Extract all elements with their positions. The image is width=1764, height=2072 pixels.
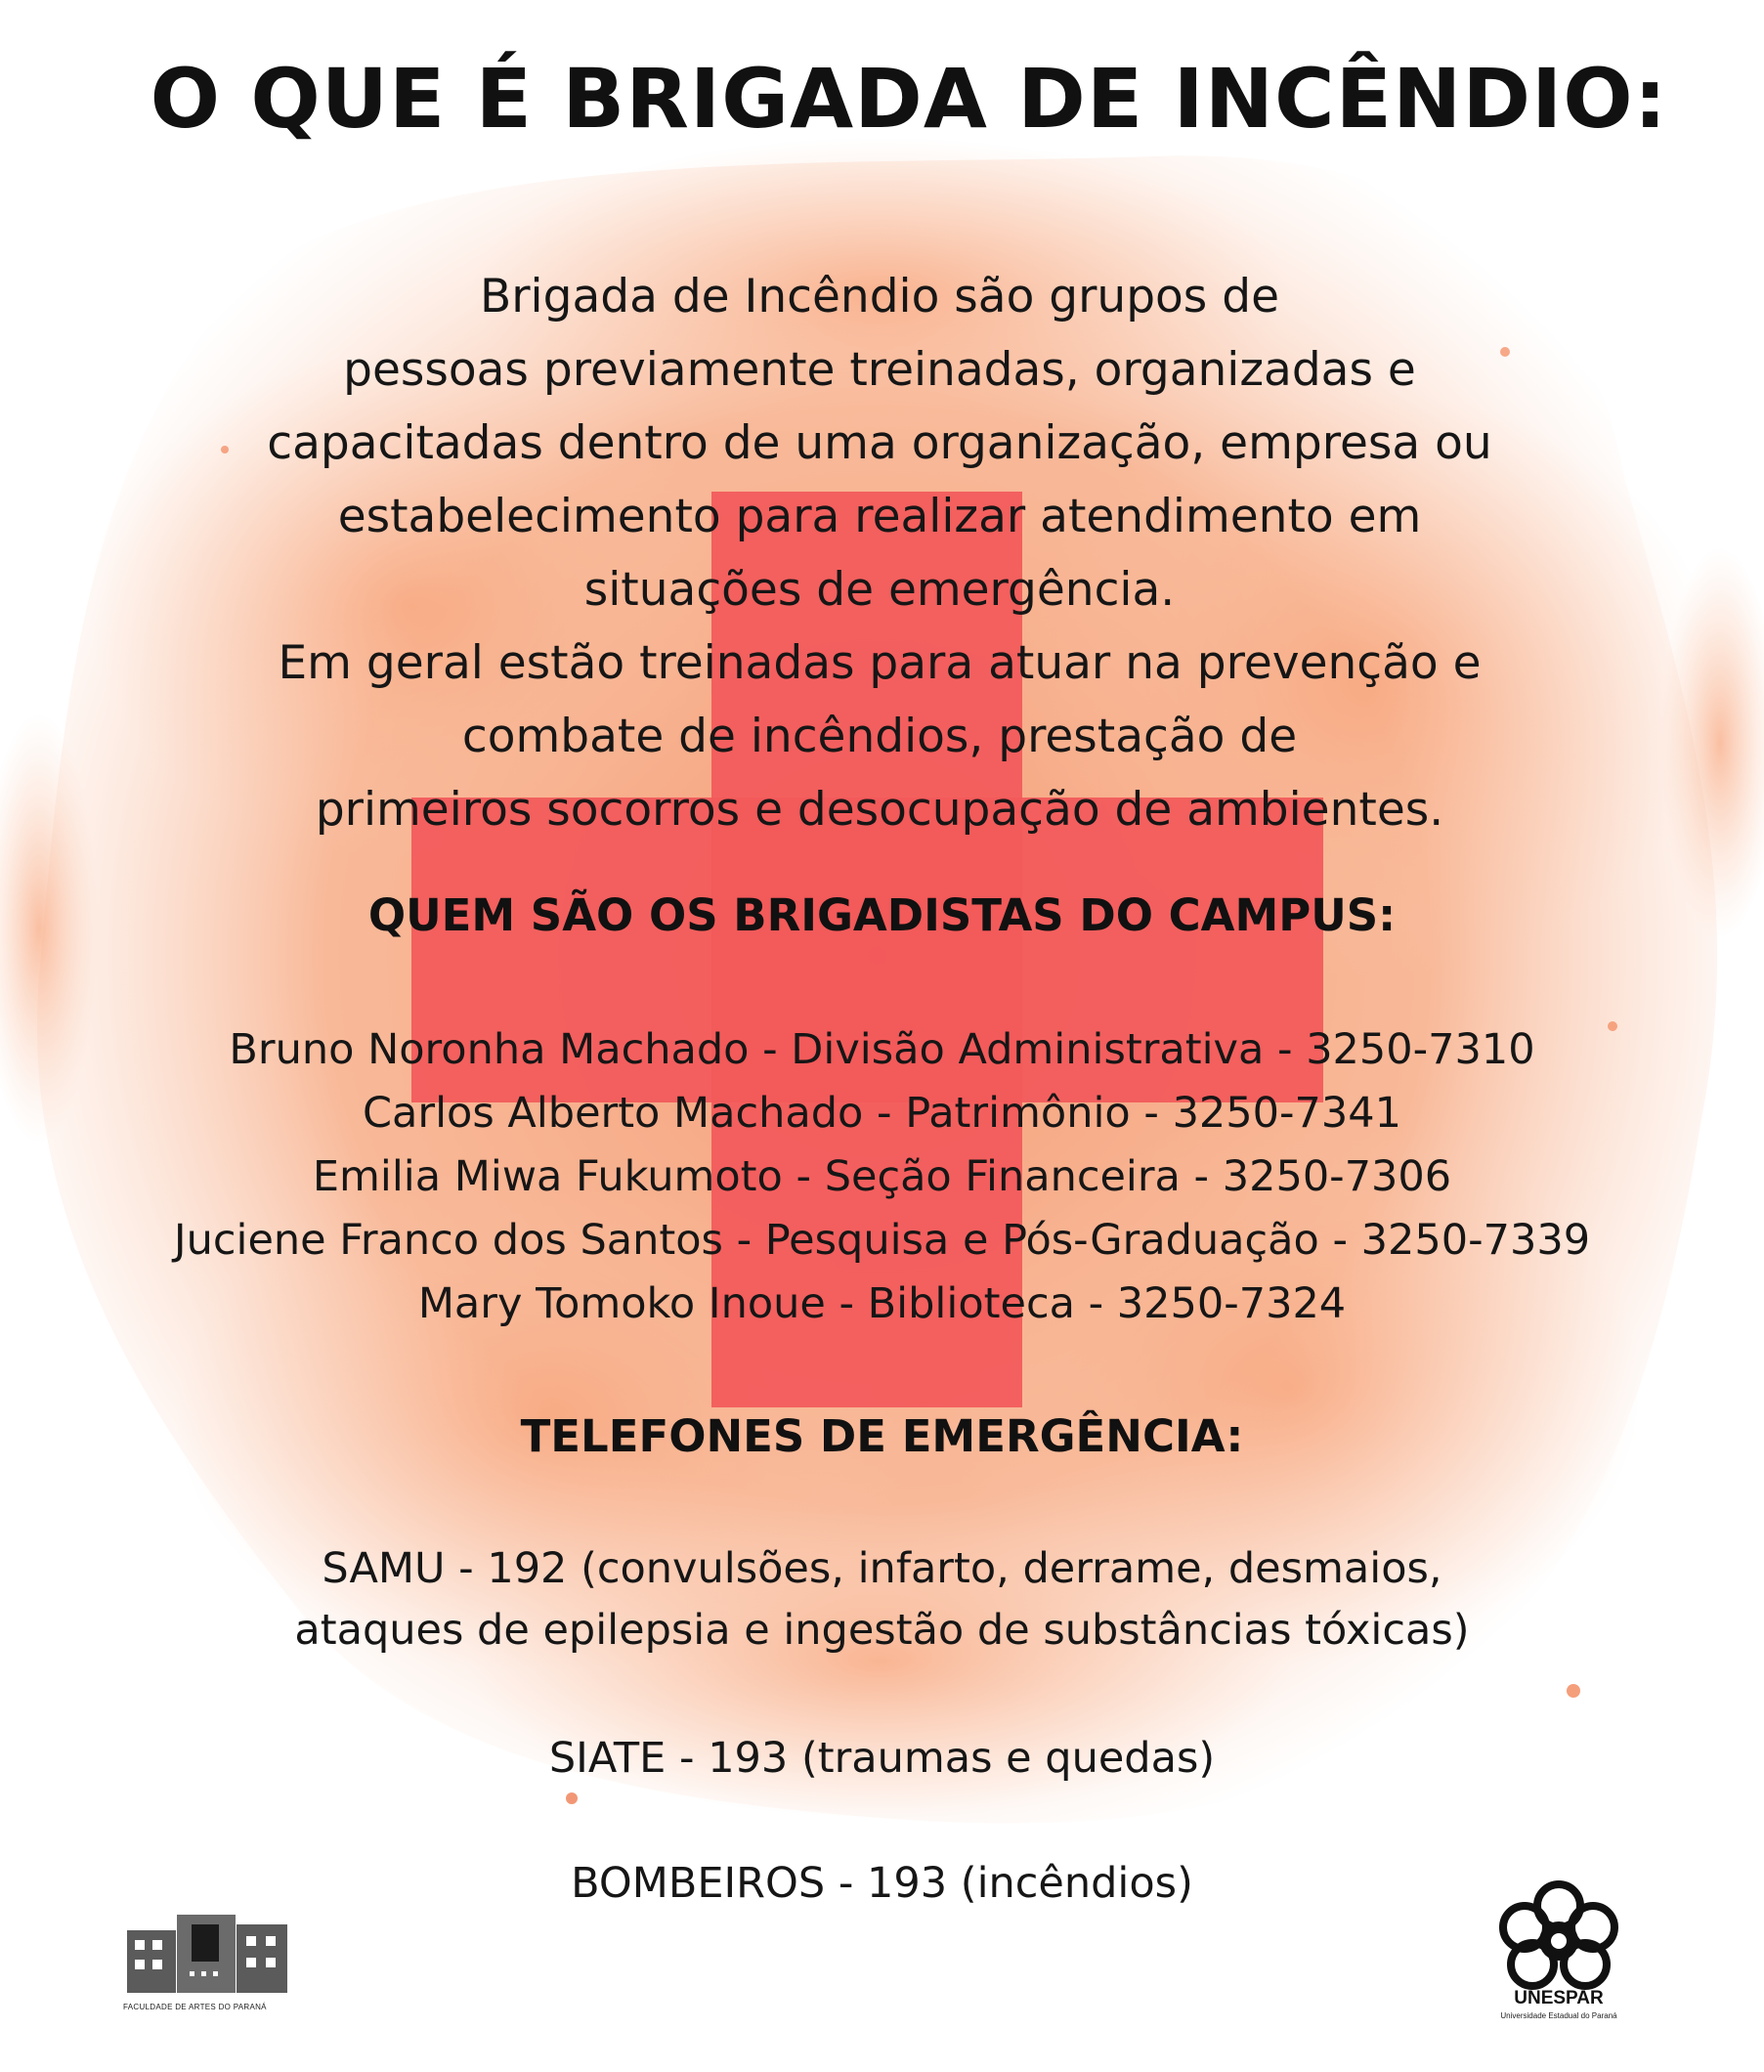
list-item: Juciene Franco dos Santos - Pesquisa e Pós-Graduação - 3250-7339 — [173, 1216, 1591, 1265]
intro-paragraph — [147, 260, 1613, 846]
intro-line: combate de incêndios, prestação de — [461, 710, 1298, 763]
intro-line: Brigada de Incêndio são grupos de — [479, 270, 1279, 324]
intro-line: primeiros socorros e desocupação de ambientes. — [315, 783, 1444, 837]
samu-line: SAMU - 192 (convulsões, infarto, derrame, desmaios, — [322, 1544, 1442, 1593]
intro-line: situações de emergência. — [583, 563, 1176, 617]
siate-text: SIATE - 193 (traumas e quedas) — [548, 1734, 1216, 1783]
siate-entry — [0, 1728, 1764, 1790]
page-title: O QUE É BRIGADA DE INCÊNDIO: — [150, 51, 1668, 147]
list-item: Carlos Alberto Machado - Patrimônio - 3250-7341 — [363, 1089, 1401, 1138]
fap-caption: FACULDADE DE ARTES DO PARANÁ — [123, 2003, 267, 2011]
unespar-name: UNESPAR — [1514, 1988, 1604, 2008]
bombeiros-text: BOMBEIROS - 193 (incêndios) — [571, 1859, 1193, 1908]
intro-line: capacitadas dentro de uma organização, empresa ou — [267, 416, 1492, 470]
samu-entry — [0, 1538, 1764, 1662]
list-item: Bruno Noronha Machado - Divisão Administrativa - 3250-7310 — [229, 1025, 1535, 1074]
intro-line: estabelecimento para realizar atendimento em — [337, 490, 1422, 543]
samu-line: ataques de epilepsia e ingestão de substâncias tóxicas) — [294, 1606, 1470, 1655]
brigadistas-list — [0, 1018, 1764, 1336]
list-item: Mary Tomoko Inoue - Biblioteca - 3250-7324 — [417, 1279, 1347, 1328]
emergency-heading: TELEFONES DE EMERGÊNCIA: — [520, 1410, 1244, 1462]
list-item: Emilia Miwa Fukumoto - Seção Financeira - 3250-7306 — [312, 1152, 1452, 1201]
unespar-subtitle: Universidade Estadual do Paraná — [1500, 2011, 1617, 2020]
brigadistas-heading: QUEM SÃO OS BRIGADISTAS DO CAMPUS: — [367, 889, 1397, 941]
intro-line: Em geral estão treinadas para atuar na prevenção e — [278, 636, 1482, 690]
intro-line: pessoas previamente treinadas, organizadas e — [343, 343, 1416, 397]
